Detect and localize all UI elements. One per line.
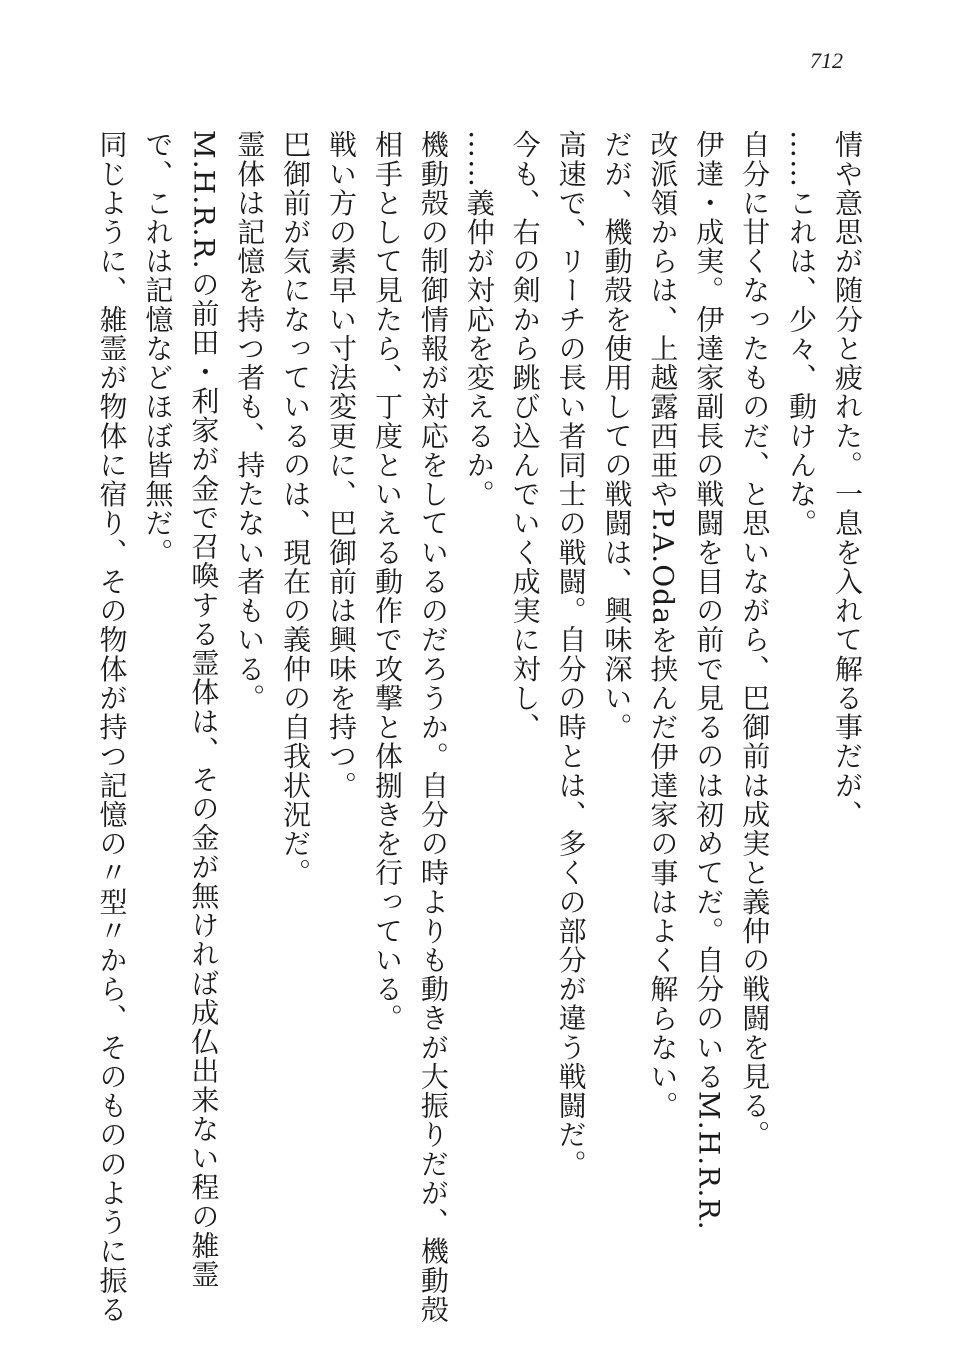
text-line: 機動殻の制御情報が対応をしているのだろうか。自分の時よりも動きが大振りだが、機動殻	[416, 130, 450, 1324]
text-line: 高速で、リーチの長い者同士の戦闘。自分の時とは、多くの部分が違う戦闘だ。	[554, 130, 588, 1179]
text-line: 情や意思が随分と疲れた。一息を入れて解る事だが、	[831, 130, 864, 829]
text-line: で、これは記憶などほぼ皆無だ。	[141, 130, 175, 567]
body-text	[95, 130, 870, 1324]
text-line: 同じように、雑霊が物体に宿り、その物体が持つ記憶の〃型〃から、そのもののように振る	[95, 130, 129, 1324]
text-line: 改派領からは、上越露西亜やP.A.Odaを挟んだ伊達家の事はよく解らない。	[646, 130, 680, 1121]
text-line: 伊達・成実。伊達家副長の戦闘を目の前で見るのは初めてだ。自分のいるM.H.R.R.	[692, 130, 726, 1231]
text-line: 巴御前が気になっているのは、現在の義仲の自我状況だ。	[279, 130, 313, 888]
text-line: ……これは、少々、動けんな。	[785, 130, 819, 538]
text-line: M.H.R.R.の前田・利家が金で召喚する霊体は、その金が無ければ成仏出来ない程の雑霊	[187, 130, 221, 1290]
text-line: 今も、右の剣から跳び込んでいく成実に対し、	[508, 130, 542, 742]
text-line: 相手として見たら、丁度といえる動作で攻撃と体捌きを行っている。	[370, 130, 404, 1033]
text-line: ……義仲が対応を変えるか。	[462, 130, 496, 509]
text-line: 霊体は記憶を持つ者も、持たない者もいる。	[233, 130, 267, 713]
text-line: 自分に甘くなったものだ、と思いながら、巴御前は成実と義仲の戦闘を見る。	[738, 130, 772, 1150]
page-number: 712	[810, 48, 843, 73]
text-line: だが、機動殻を使用しての戦闘は、興味深い。	[600, 130, 634, 742]
text-line: 戦い方の素早い寸法変更に、巴御前は興味を持つ。	[325, 130, 359, 800]
